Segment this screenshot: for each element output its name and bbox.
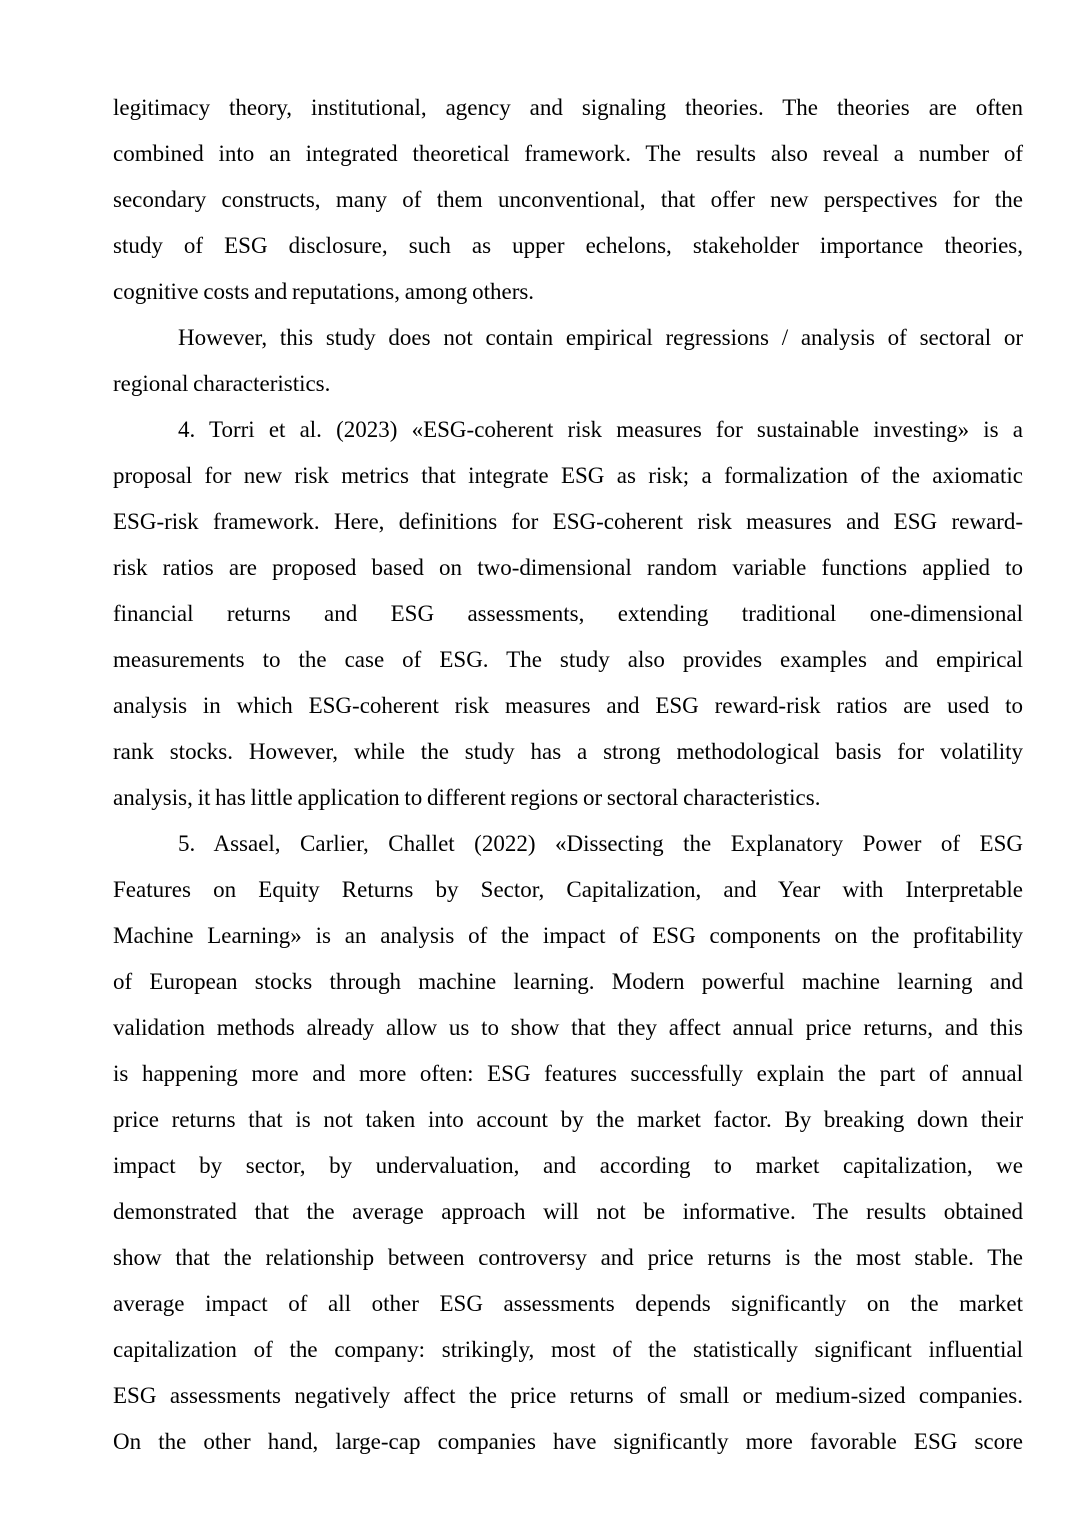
text-line: is happening more and more often: ESG features successfully explain the part of annual xyxy=(113,1061,1023,1086)
text-line: average impact of all other ESG assessments depends significantly on the market xyxy=(113,1291,1023,1316)
text-line: price returns that is not taken into account by the market factor. By breaking down their xyxy=(113,1107,1023,1132)
paragraph-4 xyxy=(113,821,1023,1465)
paragraph-3 xyxy=(113,407,1023,821)
document-text xyxy=(113,85,1023,1465)
text-line: Machine Learning» is an analysis of the impact of ESG components on the profitability xyxy=(113,923,1023,948)
text-line: ESG assessments negatively affect the price returns of small or medium-sized companies. xyxy=(113,1383,1023,1408)
paragraph-2 xyxy=(113,315,1023,407)
text-line: secondary constructs, many of them unconventional, that offer new perspectives for the xyxy=(113,187,1023,212)
paragraph-1 xyxy=(113,85,1023,315)
text-line: rank stocks. However, while the study has a strong methodological basis for volatility xyxy=(113,739,1023,764)
text-line: analysis, it has little application to different regions or sectoral characteristics. xyxy=(113,785,821,810)
text-line: show that the relationship between controversy and price returns is the most stable. The xyxy=(113,1245,1023,1270)
text-line: proposal for new risk metrics that integrate ESG as risk; a formalization of the axiomatic xyxy=(113,463,1023,488)
text-line: legitimacy theory, institutional, agency and signaling theories. The theories are often xyxy=(113,95,1023,120)
text-line: of European stocks through machine learning. Modern powerful machine learning and xyxy=(113,969,1023,994)
text-line: On the other hand, large-cap companies have significantly more favorable ESG score xyxy=(113,1429,1023,1454)
text-line: validation methods already allow us to show that they affect annual price returns, and this xyxy=(113,1015,1023,1040)
text-line: measurements to the case of ESG. The study also provides examples and empirical xyxy=(113,647,1023,672)
text-line: analysis in which ESG-coherent risk measures and ESG reward-risk ratios are used to xyxy=(113,693,1023,718)
text-line: However, this study does not contain empirical regressions / analysis of sectoral or xyxy=(178,325,1023,350)
text-line: 5. Assael, Carlier, Challet (2022) «Dissecting the Explanatory Power of ESG xyxy=(178,831,1023,856)
text-line: impact by sector, by undervaluation, and according to market capitalization, we xyxy=(113,1153,1023,1178)
text-line: combined into an integrated theoretical framework. The results also reveal a number of xyxy=(113,141,1023,166)
text-line: demonstrated that the average approach will not be informative. The results obtained xyxy=(113,1199,1023,1224)
text-line: capitalization of the company: strikingly, most of the statistically significant influential xyxy=(113,1337,1023,1362)
text-line: cognitive costs and reputations, among others. xyxy=(113,279,535,304)
text-line: regional characteristics. xyxy=(113,371,331,396)
text-line: study of ESG disclosure, such as upper echelons, stakeholder importance theories, xyxy=(113,233,1023,258)
text-line: 4. Torri et al. (2023) «ESG-coherent risk measures for sustainable investing» is a xyxy=(178,417,1023,442)
text-line: ESG-risk framework. Here, definitions for ESG-coherent risk measures and ESG reward- xyxy=(113,509,1023,534)
text-line: Features on Equity Returns by Sector, Capitalization, and Year with Interpretable xyxy=(113,877,1023,902)
text-line: financial returns and ESG assessments, extending traditional one-dimensional xyxy=(113,601,1023,626)
text-line: risk ratios are proposed based on two-dimensional random variable functions applied to xyxy=(113,555,1023,580)
